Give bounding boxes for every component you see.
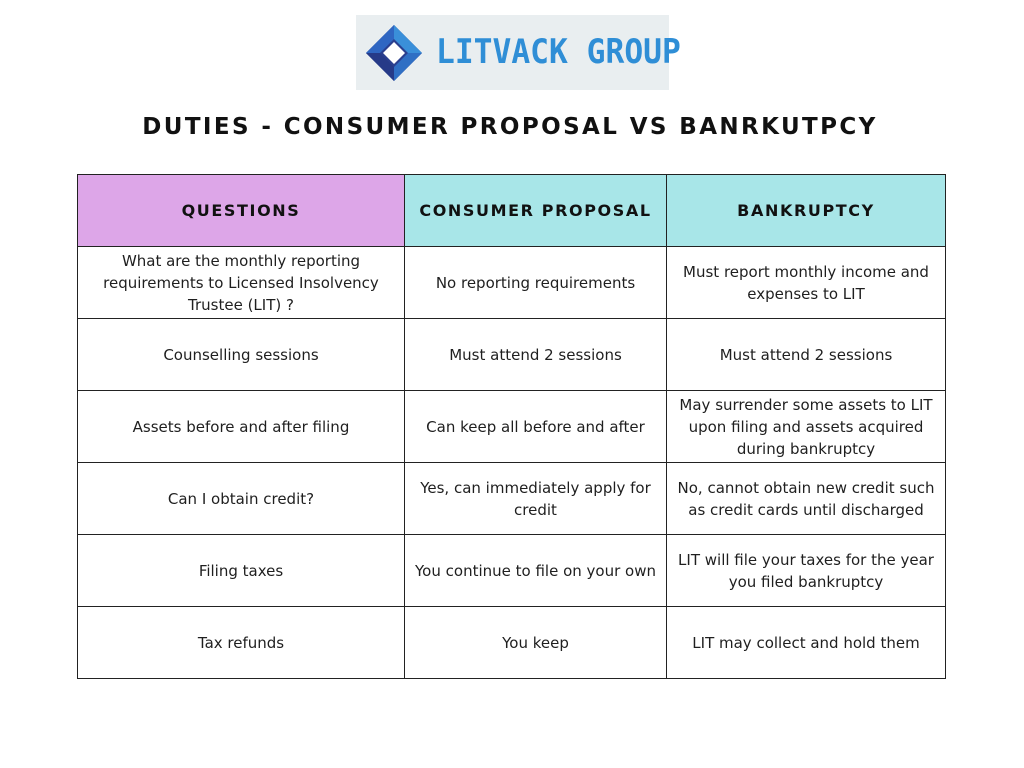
cell-question: What are the monthly reporting requirements to Licensed Insolvency Trustee (LIT) ?: [78, 247, 405, 319]
cell-consumer-proposal: You continue to file on your own: [405, 535, 667, 607]
header-questions: QUESTIONS: [78, 175, 405, 247]
cell-consumer-proposal: You keep: [405, 607, 667, 679]
cell-consumer-proposal: No reporting requirements: [405, 247, 667, 319]
cell-bankruptcy: Must attend 2 sessions: [667, 319, 946, 391]
cell-bankruptcy: May surrender some assets to LIT upon filing and assets acquired during bankruptcy: [667, 391, 946, 463]
cell-bankruptcy: Must report monthly income and expenses to LIT: [667, 247, 946, 319]
table-row: [78, 319, 946, 391]
cell-bankruptcy: LIT will file your taxes for the year you filed bankruptcy: [667, 535, 946, 607]
table-row: [78, 535, 946, 607]
cell-question: Tax refunds: [78, 607, 405, 679]
table-row: [78, 607, 946, 679]
table-row: [78, 247, 946, 319]
header-consumer-proposal: CONSUMER PROPOSAL: [405, 175, 667, 247]
page-title: DUTIES - CONSUMER PROPOSAL VS BANRKUTPCY: [142, 114, 878, 140]
logo-text: LITVACK GROUP: [436, 32, 681, 72]
cell-bankruptcy: LIT may collect and hold them: [667, 607, 946, 679]
table-row: [78, 463, 946, 535]
cell-bankruptcy: No, cannot obtain new credit such as credit cards until discharged: [667, 463, 946, 535]
table-header-row: [78, 175, 946, 247]
cell-consumer-proposal: Must attend 2 sessions: [405, 319, 667, 391]
header-bankruptcy: BANKRUPTCY: [667, 175, 946, 247]
cell-question: Assets before and after filing: [78, 391, 405, 463]
cell-consumer-proposal: Yes, can immediately apply for credit: [405, 463, 667, 535]
table-row: [78, 391, 946, 463]
diamond-logo-icon: [364, 23, 424, 83]
cell-question: Can I obtain credit?: [78, 463, 405, 535]
logo: [356, 15, 681, 90]
comparison-table: [77, 174, 946, 679]
cell-question: Counselling sessions: [78, 319, 405, 391]
cell-consumer-proposal: Can keep all before and after: [405, 391, 667, 463]
cell-question: Filing taxes: [78, 535, 405, 607]
